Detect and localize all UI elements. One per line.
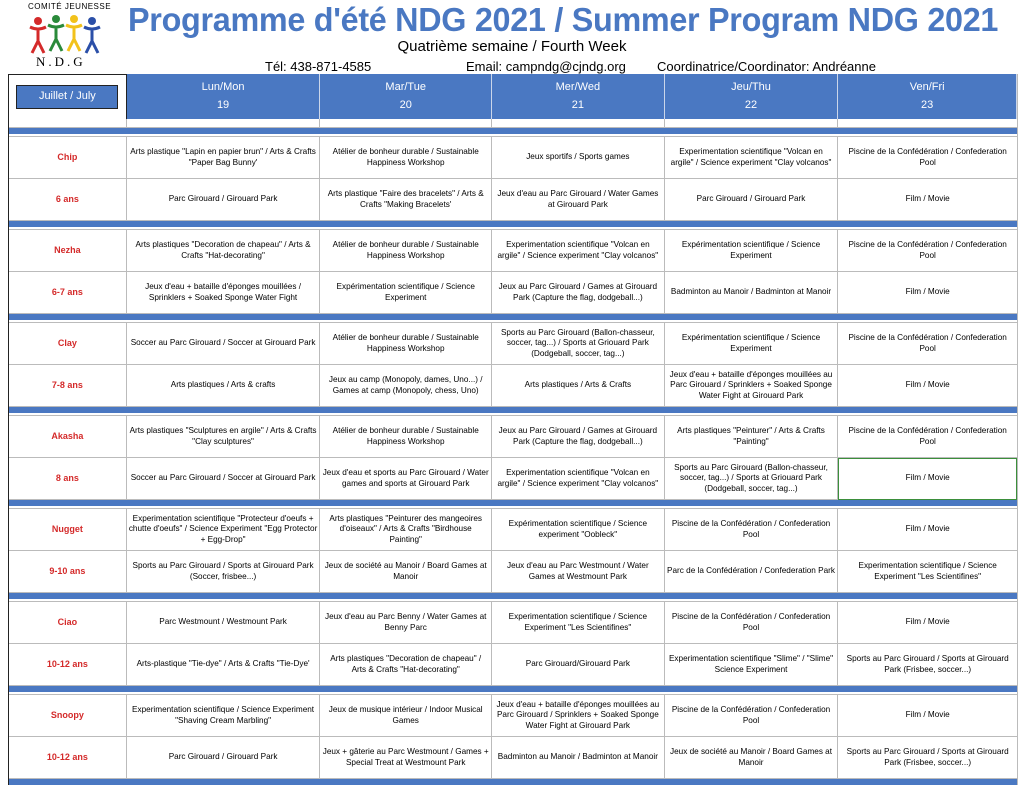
group-label[interactable]: 8 ans [9, 458, 127, 500]
table-row [9, 365, 1017, 407]
activity-cell[interactable]: Film / Movie [838, 602, 1017, 644]
activity-cell[interactable]: Piscine de la Confédération / Confederation Pool [665, 695, 839, 737]
group-label[interactable]: Nezha [9, 230, 127, 272]
day-header-thu[interactable] [665, 74, 839, 119]
table-row [9, 509, 1017, 551]
day-name: Mer/Wed [555, 80, 601, 93]
activity-cell[interactable]: Jeux d'eau au Parc Westmount / Water Games at Westmount Park [492, 551, 665, 593]
activity-cell[interactable]: Arts-plastique "Tie-dye" / Arts & Crafts "Tie-Dye' [127, 644, 321, 686]
activity-cell[interactable]: Badminton au Manoir / Badminton at Manoir [665, 272, 839, 314]
activity-cell[interactable]: Experimentation scientifique "Slime" / "Slime" Science Experiment [665, 644, 839, 686]
activity-cell[interactable]: Experimentation scientifique "Protecteur d'oeufs + chutte d'oeufs" / Science Experiment "Egg Protector + Egg-Drop" [127, 509, 321, 551]
activity-cell[interactable]: Experimentation scientifique "Volcan en argile" / Science experiment "Clay volcanos" [492, 458, 665, 500]
page-title: Programme d'été NDG 2021 / Summer Program NDG 2021 [128, 1, 999, 38]
schedule-table [8, 74, 1018, 785]
activity-cell[interactable]: Piscine de la Confédération / Confederation Pool [665, 602, 839, 644]
table-row [9, 416, 1017, 458]
activity-cell[interactable]: Arts plastiques "Sculptures en argile" / Arts & Crafts "Clay sculptures" [127, 416, 321, 458]
activity-cell[interactable]: Jeux au camp (Monopoly, dames, Uno...) / Games at camp (Monopoly, chess, Uno) [320, 365, 492, 407]
activity-cell[interactable]: Arts plastique "Lapin en papier brun" / Arts & Crafts "Paper Bag Bunny' [127, 137, 321, 179]
activity-cell[interactable]: Jeux + gâterie au Parc Westmount / Games + Special Treat at Westmount Park [320, 737, 492, 779]
group-divider-band [9, 779, 1017, 785]
group-label[interactable]: 9-10 ans [9, 551, 127, 593]
day-date: 21 [571, 98, 584, 111]
group-label[interactable]: 6-7 ans [9, 272, 127, 314]
activity-cell[interactable]: Sports au Parc Girouard / Sports at Girouard Park (Soccer, frisbee...) [127, 551, 321, 593]
spacer-cell [9, 119, 127, 128]
day-name: Mar/Tue [385, 80, 426, 93]
activity-cell[interactable]: Piscine de la Confédération / Confederation Pool [838, 416, 1017, 458]
group-label[interactable]: 10-12 ans [9, 644, 127, 686]
day-header-mon[interactable] [127, 74, 321, 119]
table-row [9, 272, 1017, 314]
activity-cell[interactable]: Experimentation scientifique "Volcan en argile" / Science experiment "Clay volcanos" [492, 230, 665, 272]
day-header-tue[interactable] [320, 74, 492, 119]
group-label[interactable]: Chip [9, 137, 127, 179]
activity-cell[interactable]: Jeux d'eau + bataille d'éponges mouillées / Sprinklers + Soaked Sponge Water Fight [127, 272, 321, 314]
table-row [9, 551, 1017, 593]
table-row [9, 737, 1017, 779]
day-date: 22 [744, 98, 758, 111]
activity-cell[interactable]: Atélier de bonheur durable / Sustainable Happiness Workshop [320, 323, 492, 365]
activity-cell[interactable]: Parc Girouard / Girouard Park [665, 179, 839, 221]
day-header-fri[interactable] [838, 74, 1017, 119]
activity-cell[interactable]: Badminton au Manoir / Badminton at Manoir [492, 737, 665, 779]
activity-cell[interactable]: Film / Movie [838, 272, 1017, 314]
activity-cell[interactable]: Film / Movie [838, 179, 1017, 221]
table-row [9, 695, 1017, 737]
spacer-cell [127, 119, 321, 128]
day-header-row [9, 74, 1017, 119]
activity-cell[interactable]: Arts plastiques "Peinturer des mangeoires d'oiseaux" / Arts & Crafts "Birdhouse Painting" [320, 509, 492, 551]
group-label[interactable]: Snoopy [9, 695, 127, 737]
activity-cell[interactable]: Film / Movie [838, 458, 1017, 500]
table-row [9, 323, 1017, 365]
group-label[interactable]: 7-8 ans [9, 365, 127, 407]
activity-cell[interactable]: Expérimentation scientifique / Science experiment "Oobleck" [492, 509, 665, 551]
activity-cell[interactable]: Sports au Parc Girouard (Ballon-chasseur, soccer, tag...) / Sports at Griouard Park (Dodgeball, soccer, tag...) [492, 323, 665, 365]
activity-cell[interactable]: Sports au Parc Girouard (Ballon-chasseur, soccer, tag...) / Sports at Griouard Park (Dodgeball, soccer, tag...) [665, 458, 839, 500]
activity-cell[interactable]: Sports au Parc Girouard / Sports at Girouard Park (Frisbee, soccer...) [838, 737, 1017, 779]
day-date: 23 [921, 98, 934, 111]
activity-cell[interactable]: Arts plastiques "Decoration de chapeau" / Arts & Crafts "Hat-decorating" [320, 644, 492, 686]
activity-cell[interactable]: Experimentation scientifique / Science Experiment "Shaving Cream Marbling" [127, 695, 321, 737]
activity-cell[interactable]: Parc Westmount / Westmount Park [127, 602, 321, 644]
group-label[interactable]: Nugget [9, 509, 127, 551]
activity-cell[interactable]: Piscine de la Confédération / Confederation Pool [838, 323, 1017, 365]
activity-cell[interactable]: Expérimentation scientifique / Science Experiment [665, 230, 839, 272]
spacer-cell [838, 119, 1017, 128]
activity-cell[interactable]: Atélier de bonheur durable / Sustainable Happiness Workshop [320, 416, 492, 458]
group-label[interactable]: 6 ans [9, 179, 127, 221]
day-name: Ven/Fri [909, 80, 945, 93]
day-name: Jeu/Thu [731, 80, 771, 93]
group-label[interactable]: Ciao [9, 602, 127, 644]
email-text: Email: campndg@cjndg.org [466, 59, 626, 74]
activity-cell[interactable]: Sports au Parc Girouard / Sports at Girouard Park (Frisbee, soccer...) [838, 644, 1017, 686]
table-row [9, 137, 1017, 179]
spacer-row [9, 119, 1017, 128]
activity-cell[interactable]: Jeux au Parc Girouard / Games at Girouard Park (Capture the flag, dodgeball...) [492, 272, 665, 314]
spacer-cell [665, 119, 839, 128]
day-date: 20 [399, 98, 412, 111]
activity-cell[interactable]: Piscine de la Confédération / Confederation Pool [838, 230, 1017, 272]
logo-bottom-text: N.D.G [36, 54, 86, 69]
day-date: 19 [216, 98, 230, 111]
spacer-cell [320, 119, 492, 128]
activity-cell[interactable]: Soccer au Parc Girouard / Soccer at Girouard Park [127, 458, 321, 500]
activity-cell[interactable]: Expérimentation scientifique / Science Experiment [320, 272, 492, 314]
activity-cell[interactable]: Jeux de musique intérieur / Indoor Musical Games [320, 695, 492, 737]
activity-cell[interactable]: Jeux de société au Manoir / Board Games at Manoir [320, 551, 492, 593]
logo [22, 2, 112, 72]
group-label[interactable]: Clay [9, 323, 127, 365]
activity-cell[interactable]: Parc de la Confédération / Confederation Park [665, 551, 839, 593]
activity-cell[interactable]: Jeux d'eau et sports au Parc Girouard / Water games and sports at Girouard Park [320, 458, 492, 500]
table-row [9, 179, 1017, 221]
table-row [9, 602, 1017, 644]
group-label[interactable]: 10-12 ans [9, 737, 127, 779]
activity-cell[interactable]: Jeux d'eau + bataille d'éponges mouillées au Parc Girouard / Sprinklers + Soaked Sponge Water Fight at Girouard Park [492, 695, 665, 737]
activity-cell[interactable]: Experimentation scientifique / Science Experiment "Les Scientifines" [492, 602, 665, 644]
page-subtitle: Quatrième semaine / Fourth Week [397, 38, 627, 55]
activity-cell[interactable]: Arts plastiques / Arts & crafts [127, 365, 321, 407]
group-label[interactable]: Akasha [9, 416, 127, 458]
activity-cell[interactable]: Arts plastiques "Decoration de chapeau" / Arts & Crafts "Hat-decorating" [127, 230, 321, 272]
activity-cell[interactable]: Film / Movie [838, 365, 1017, 407]
activity-cell[interactable]: Piscine de la Confédération / Confederation Pool [838, 137, 1017, 179]
table-row [9, 458, 1017, 500]
month-cell [9, 74, 127, 119]
activity-cell[interactable]: Atélier de bonheur durable / Sustainable Happiness Workshop [320, 137, 492, 179]
activity-cell[interactable]: Arts plastiques "Peinturer" / Arts & Crafts "Painting" [665, 416, 839, 458]
phone-text: Tél: 438-871-4585 [265, 59, 372, 74]
activity-cell[interactable]: Jeux de société au Manoir / Board Games at Manoir [665, 737, 839, 779]
activity-cell[interactable]: Parc Girouard / Girouard Park [127, 179, 321, 221]
activity-cell[interactable]: Film / Movie [838, 509, 1017, 551]
logo-top-text: COMITÉ JEUNESSE [28, 2, 112, 11]
activity-cell[interactable]: Film / Movie [838, 695, 1017, 737]
activity-cell[interactable]: Jeux d'eau au Parc Girouard / Water Games at Girouard Park [492, 179, 665, 221]
activity-cell[interactable]: Arts plastique "Faire des bracelets" / Arts & Crafts "Making Bracelets' [320, 179, 492, 221]
activity-cell[interactable]: Soccer au Parc Girouard / Soccer at Girouard Park [127, 323, 321, 365]
table-row [9, 644, 1017, 686]
activity-cell[interactable]: Experimentation scientifique "Volcan en argile" / Science experiment "Clay volcanos" [665, 137, 839, 179]
spacer-cell [492, 119, 665, 128]
activity-cell[interactable]: Experimentation scientifique / Science Experiment "Les Scientifines" [838, 551, 1017, 593]
activity-cell[interactable]: Parc Girouard/Girouard Park [492, 644, 665, 686]
activity-cell[interactable]: Arts plastiques / Arts & Crafts [492, 365, 665, 407]
activity-cell[interactable]: Jeux d'eau au Parc Benny / Water Games at Benny Parc [320, 602, 492, 644]
day-header-wed[interactable] [492, 74, 665, 119]
activity-cell[interactable]: Jeux au Parc Girouard / Games at Girouard Park (Capture the flag, dodgeball...) [492, 416, 665, 458]
table-row [9, 230, 1017, 272]
coordinator-text: Coordinatrice/Coordinator: Andréanne [657, 59, 876, 74]
day-name: Lun/Mon [201, 80, 245, 93]
activity-cell[interactable]: Jeux d'eau + bataille d'éponges mouillées au Parc Girouard / Sprinklers + Soaked Sponge Water Fight at Girouard Park [665, 365, 839, 407]
activity-cell[interactable]: Piscine de la Confédération / Confederation Pool [665, 509, 839, 551]
activity-cell[interactable]: Jeux sportifs / Sports games [492, 137, 665, 179]
activity-cell[interactable]: Expérimentation scientifique / Science Experiment [665, 323, 839, 365]
activity-cell[interactable]: Parc Girouard / Girouard Park [127, 737, 321, 779]
month-label[interactable]: Juillet / July [16, 85, 118, 109]
activity-cell[interactable]: Atélier de bonheur durable / Sustainable Happiness Workshop [320, 230, 492, 272]
